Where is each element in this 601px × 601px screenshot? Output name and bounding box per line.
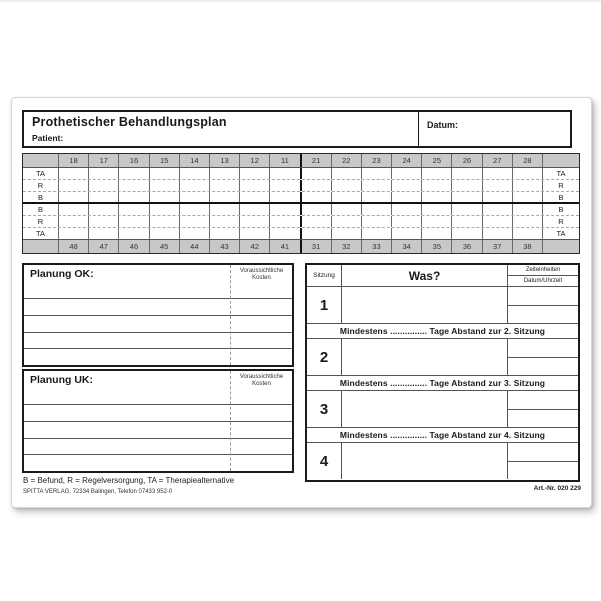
session-zeiteinheiten-cell xyxy=(508,287,578,306)
session-datum-cell xyxy=(508,306,578,324)
tooth-entry-cell xyxy=(119,228,149,239)
session-right-cells xyxy=(508,287,578,323)
photo-top-edge xyxy=(0,0,601,2)
session-number-cell xyxy=(307,287,342,323)
row-label-left: R xyxy=(23,216,59,227)
tooth-entry-cell xyxy=(59,228,89,239)
tooth-entry-cell xyxy=(302,168,332,179)
tooth-entry-cell xyxy=(332,204,362,215)
row-label-right: TA xyxy=(556,229,566,239)
tooth-entry-cell xyxy=(332,192,362,203)
tooth-number: 33 xyxy=(362,240,392,253)
tooth-chart-row-ta xyxy=(23,168,579,180)
session-row-4 xyxy=(307,442,578,479)
session-zeiteinheiten-cell xyxy=(508,443,578,462)
planung-uk-box xyxy=(22,369,294,473)
tooth-entry-cell xyxy=(362,204,392,215)
tooth-entry-cell xyxy=(270,216,301,227)
tooth-entry-cell xyxy=(362,168,392,179)
tooth-entry-cell xyxy=(59,192,89,203)
tooth-entry-cell xyxy=(150,180,180,191)
tooth-entry-cell xyxy=(513,180,543,191)
mindestens-spacer-row xyxy=(307,375,578,390)
planung-ok-empty-row xyxy=(24,298,292,315)
tooth-entry-cell xyxy=(89,216,119,227)
row-label-right: TA xyxy=(556,168,566,178)
planung-uk-kosten-label: Voraussichtliche Kosten xyxy=(239,374,284,387)
tooth-entry-cell xyxy=(483,216,513,227)
tooth-chart-corner xyxy=(23,240,59,253)
sitzung-table-header xyxy=(307,265,578,286)
sitzung-table xyxy=(305,263,580,482)
row-label-left: TA xyxy=(23,228,59,239)
planung-uk-empty-row xyxy=(24,421,292,438)
tooth-entry-cell xyxy=(483,192,513,203)
tooth-entry-cell xyxy=(452,228,482,239)
planung-uk-header xyxy=(24,371,292,404)
tooth-entry-cell xyxy=(270,204,301,215)
tooth-entry-cell xyxy=(240,216,270,227)
tooth-number: 37 xyxy=(483,240,513,253)
tooth-entry-cell xyxy=(422,204,452,215)
mindestens-spacer-row xyxy=(307,427,578,442)
tooth-entry-cell xyxy=(240,180,270,191)
tooth-entry-cell xyxy=(362,180,392,191)
tooth-entry-cell xyxy=(119,192,149,203)
mindestens-spacer-row xyxy=(307,323,578,338)
tooth-entry-cell xyxy=(89,192,119,203)
session-datum-cell xyxy=(508,358,578,376)
tooth-entry-cell xyxy=(422,192,452,203)
session-was-cell xyxy=(342,287,508,323)
tooth-entry-cell xyxy=(452,192,482,203)
tooth-number: 13 xyxy=(210,154,240,167)
session-datum-cell xyxy=(508,410,578,428)
tooth-entry-cell xyxy=(89,180,119,191)
form-header-datum-cell xyxy=(418,112,570,146)
tooth-entry-cell xyxy=(119,168,149,179)
tooth-entry-cell xyxy=(332,216,362,227)
tooth-entry-cell xyxy=(392,204,422,215)
tooth-entry-cell xyxy=(513,192,543,203)
tooth-number: 15 xyxy=(150,154,180,167)
tooth-entry-cell xyxy=(89,168,119,179)
row-label-left: B xyxy=(23,192,59,203)
session-number: 4 xyxy=(319,452,329,470)
tooth-number: 43 xyxy=(210,240,240,253)
tooth-entry-cell xyxy=(119,180,149,191)
tooth-entry-cell xyxy=(150,204,180,215)
tooth-entry-cell xyxy=(422,228,452,239)
tooth-entry-cell xyxy=(392,228,422,239)
session-number-cell xyxy=(307,339,342,375)
was-header-label: Was? xyxy=(408,268,441,283)
session-row-2 xyxy=(307,338,578,375)
tooth-number: 11 xyxy=(270,154,301,167)
session-number-cell xyxy=(307,391,342,427)
row-label-left: R xyxy=(23,180,59,191)
datum-label: Datum: xyxy=(427,120,458,130)
session-number: 2 xyxy=(319,348,329,366)
session-datum-cell xyxy=(508,462,578,480)
tooth-entry-cell xyxy=(59,204,89,215)
tooth-entry-cell xyxy=(89,204,119,215)
tooth-chart xyxy=(22,153,580,254)
tooth-entry-cell xyxy=(302,204,332,215)
tooth-entry-cell xyxy=(59,180,89,191)
tooth-entry-cell xyxy=(150,216,180,227)
planung-ok-box xyxy=(22,263,294,367)
tooth-entry-cell xyxy=(362,192,392,203)
tooth-number: 12 xyxy=(240,154,270,167)
tooth-entry-cell xyxy=(422,216,452,227)
tooth-entry-cell xyxy=(240,204,270,215)
tooth-entry-cell xyxy=(392,192,422,203)
tooth-entry-cell xyxy=(240,192,270,203)
tooth-entry-cell xyxy=(180,180,210,191)
tooth-number: 26 xyxy=(452,154,482,167)
tooth-chart-corner xyxy=(543,240,579,253)
tooth-entry-cell xyxy=(362,228,392,239)
tooth-number: 23 xyxy=(362,154,392,167)
planung-uk-label: Planung UK: xyxy=(30,374,93,386)
tooth-entry-cell xyxy=(180,216,210,227)
tooth-number: 41 xyxy=(270,240,301,253)
session-was-cell xyxy=(342,391,508,427)
tooth-entry-cell xyxy=(180,192,210,203)
tooth-entry-cell xyxy=(59,168,89,179)
tooth-chart-corner xyxy=(543,154,579,167)
tooth-chart-row-r xyxy=(23,216,579,228)
planung-ok-header xyxy=(24,265,292,298)
session-row-3 xyxy=(307,390,578,427)
tooth-chart-corner xyxy=(23,154,59,167)
tooth-entry-cell xyxy=(210,204,240,215)
row-label-left: B xyxy=(23,204,59,215)
session-zeiteinheiten-cell xyxy=(508,339,578,358)
tooth-number: 31 xyxy=(302,240,332,253)
tooth-number: 25 xyxy=(422,154,452,167)
row-label-right: R xyxy=(558,180,564,190)
tooth-entry-cell xyxy=(332,180,362,191)
tooth-entry-cell xyxy=(302,180,332,191)
tooth-entry-cell xyxy=(483,180,513,191)
tooth-entry-cell xyxy=(392,168,422,179)
tooth-entry-cell xyxy=(150,228,180,239)
tooth-number: 21 xyxy=(302,154,332,167)
tooth-number: 18 xyxy=(59,154,89,167)
sitzung-header-label: Sitzung xyxy=(313,272,335,279)
planung-uk-empty-row xyxy=(24,404,292,421)
tooth-entry-cell xyxy=(180,204,210,215)
form-header xyxy=(22,110,572,148)
tooth-number: 17 xyxy=(89,154,119,167)
row-label-left: TA xyxy=(23,168,59,179)
session-zeiteinheiten-cell xyxy=(508,391,578,410)
session-right-cells xyxy=(508,339,578,375)
sitzung-column-header xyxy=(307,265,342,286)
tooth-entry-cell xyxy=(240,228,270,239)
tooth-entry-cell xyxy=(452,204,482,215)
session-right-cells xyxy=(508,443,578,479)
tooth-entry-cell xyxy=(240,168,270,179)
tooth-entry-cell xyxy=(210,216,240,227)
planung-ok-empty-row xyxy=(24,348,292,365)
tooth-entry-cell xyxy=(270,192,301,203)
tooth-entry-cell xyxy=(302,228,332,239)
tooth-entry-cell xyxy=(270,168,301,179)
session-was-cell xyxy=(342,339,508,375)
tooth-number: 14 xyxy=(180,154,210,167)
tooth-entry-cell xyxy=(119,204,149,215)
right-column-header xyxy=(508,265,578,286)
tooth-chart-row-ta xyxy=(23,228,579,239)
tooth-number: 16 xyxy=(119,154,149,167)
tooth-entry-cell xyxy=(180,168,210,179)
row-label-right: B xyxy=(558,205,564,215)
tooth-chart-row-r xyxy=(23,180,579,192)
patient-label: Patient: xyxy=(32,133,64,143)
tooth-number: 38 xyxy=(513,240,543,253)
tooth-entry-cell xyxy=(483,204,513,215)
session-row-1 xyxy=(307,286,578,323)
was-column-header xyxy=(342,265,508,286)
tooth-chart-row-b xyxy=(23,204,579,216)
tooth-entry-cell xyxy=(513,168,543,179)
form-paper xyxy=(11,97,592,508)
tooth-entry-cell xyxy=(210,168,240,179)
form-title: Prothetischer Behandlungsplan xyxy=(32,115,227,129)
tooth-entry-cell xyxy=(210,228,240,239)
row-label-right: B xyxy=(558,192,564,202)
tooth-entry-cell xyxy=(332,228,362,239)
tooth-entry-cell xyxy=(150,192,180,203)
tooth-entry-cell xyxy=(150,168,180,179)
tooth-entry-cell xyxy=(180,228,210,239)
tooth-entry-cell xyxy=(392,216,422,227)
tooth-number: 24 xyxy=(392,154,422,167)
tooth-chart-row-b xyxy=(23,192,579,205)
planung-ok-empty-row xyxy=(24,332,292,349)
planung-ok-kosten-label: Voraussichtliche Kosten xyxy=(239,268,284,281)
tooth-number: 32 xyxy=(332,240,362,253)
tooth-entry-cell xyxy=(210,192,240,203)
tooth-number: 44 xyxy=(180,240,210,253)
tooth-entry-cell xyxy=(452,168,482,179)
tooth-entry-cell xyxy=(332,168,362,179)
session-was-cell xyxy=(342,443,508,479)
planung-ok-label: Planung OK: xyxy=(30,268,94,280)
datum-uhrzeit-label: Datum/Uhrzeit xyxy=(523,278,563,284)
session-number-cell xyxy=(307,443,342,479)
session-number: 3 xyxy=(319,400,329,418)
tooth-entry-cell xyxy=(483,228,513,239)
tooth-number: 47 xyxy=(89,240,119,253)
publisher-text: SPITTA VERLAG, 72334 Balingen, Telefon 07433 952-0 xyxy=(23,489,173,495)
tooth-entry-cell xyxy=(362,216,392,227)
tooth-entry-cell xyxy=(302,192,332,203)
tooth-entry-cell xyxy=(392,180,422,191)
tooth-entry-cell xyxy=(513,216,543,227)
session-number: 1 xyxy=(319,296,329,314)
tooth-number: 36 xyxy=(452,240,482,253)
legend-text: B = Befund, R = Regelversorgung, TA = Therapiealternative xyxy=(23,476,235,485)
session-right-cells xyxy=(508,391,578,427)
upper-teeth-header xyxy=(23,154,579,168)
mindestens-text: Mindestens ............... Tage Abstand zur 2. Sitzung xyxy=(339,326,546,336)
mindestens-text: Mindestens ............... Tage Abstand zur 4. Sitzung xyxy=(339,430,546,440)
row-label-right: R xyxy=(558,217,564,227)
lower-teeth-footer xyxy=(23,239,579,253)
tooth-number: 28 xyxy=(513,154,543,167)
planung-uk-empty-row xyxy=(24,454,292,471)
mindestens-text: Mindestens ............... Tage Abstand zur 3. Sitzung xyxy=(339,378,546,388)
form-header-left xyxy=(24,112,418,146)
tooth-entry-cell xyxy=(302,216,332,227)
tooth-number: 27 xyxy=(483,154,513,167)
tooth-entry-cell xyxy=(210,180,240,191)
planung-uk-empty-row xyxy=(24,438,292,455)
tooth-number: 22 xyxy=(332,154,362,167)
tooth-number: 42 xyxy=(240,240,270,253)
tooth-number: 35 xyxy=(422,240,452,253)
tooth-number: 46 xyxy=(119,240,149,253)
tooth-entry-cell xyxy=(483,168,513,179)
tooth-entry-cell xyxy=(513,228,543,239)
tooth-entry-cell xyxy=(452,216,482,227)
tooth-entry-cell xyxy=(513,204,543,215)
tooth-entry-cell xyxy=(270,180,301,191)
tooth-number: 34 xyxy=(392,240,422,253)
planung-ok-empty-row xyxy=(24,315,292,332)
tooth-entry-cell xyxy=(270,228,301,239)
tooth-entry-cell xyxy=(89,228,119,239)
tooth-number: 48 xyxy=(59,240,89,253)
tooth-number: 45 xyxy=(150,240,180,253)
tooth-entry-cell xyxy=(422,168,452,179)
tooth-entry-cell xyxy=(452,180,482,191)
zeiteinheiten-label: Zeiteinheiten xyxy=(508,265,578,276)
tooth-entry-cell xyxy=(422,180,452,191)
article-number: Art.-Nr. 020 229 xyxy=(533,485,581,492)
tooth-entry-cell xyxy=(59,216,89,227)
tooth-entry-cell xyxy=(119,216,149,227)
